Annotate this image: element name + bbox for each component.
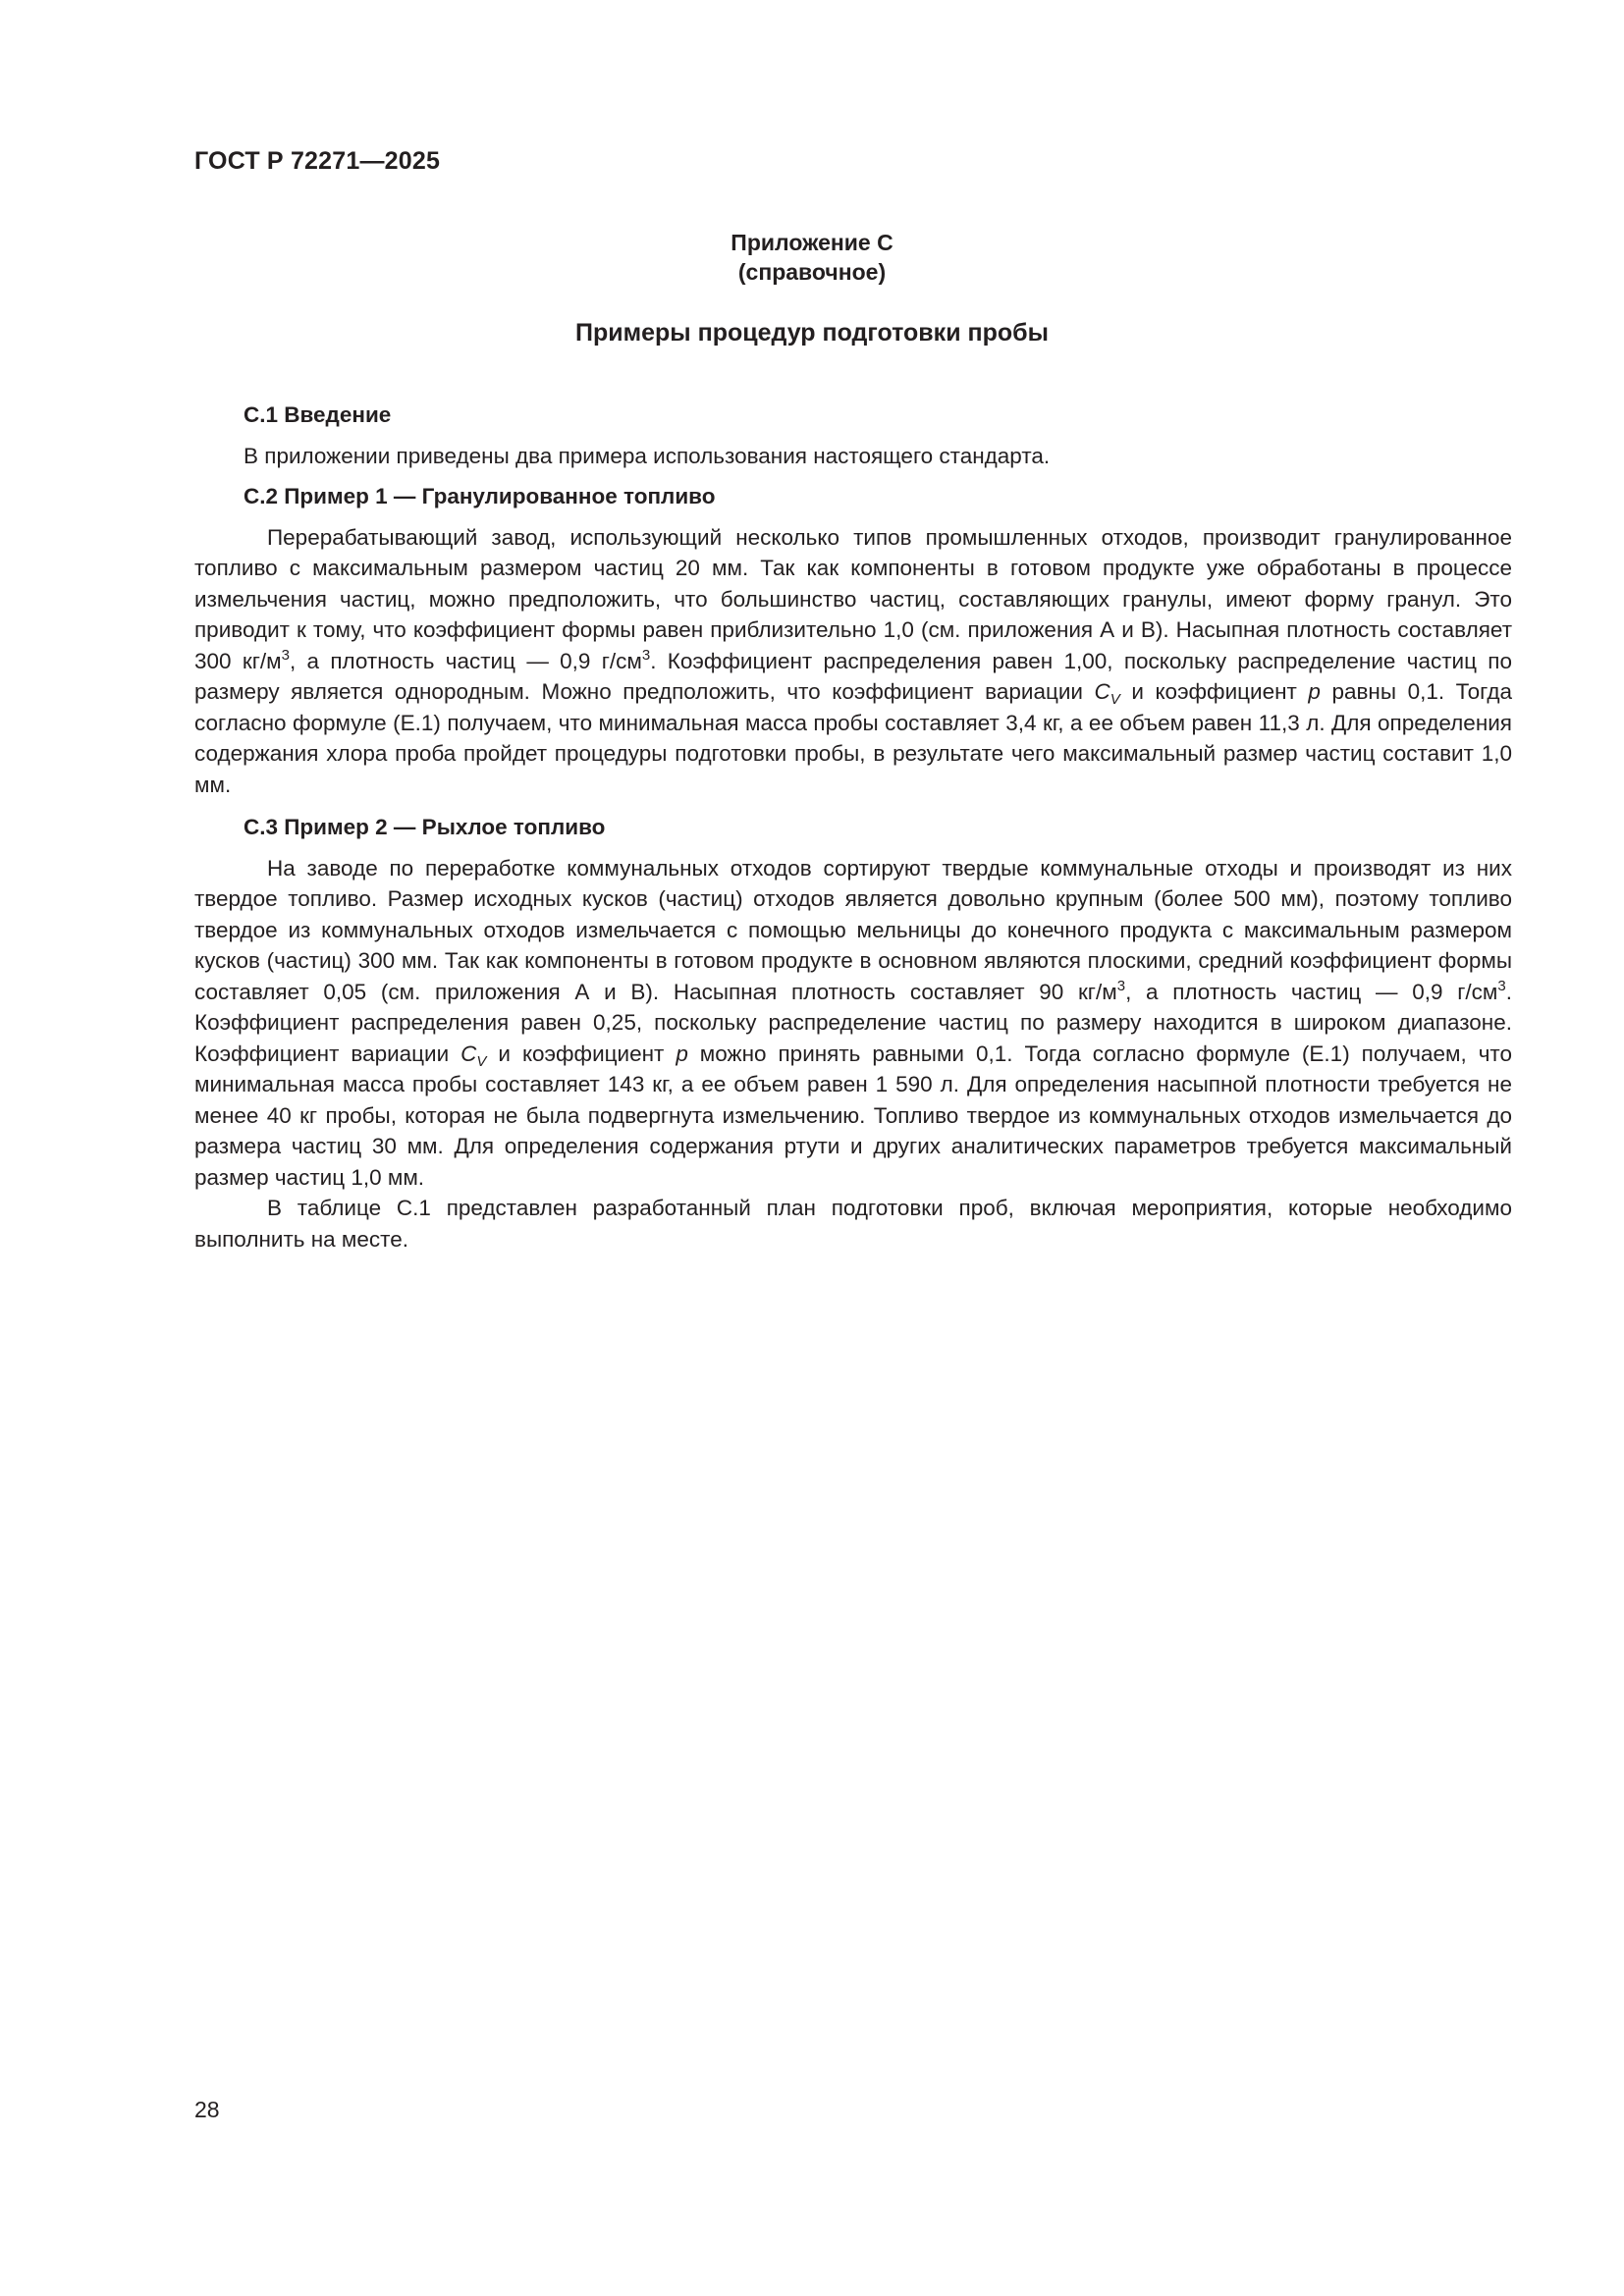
c3-sup-2: 3	[1497, 977, 1506, 994]
section-c1-heading: С.1 Введение	[244, 402, 392, 427]
annex-type: (справочное)	[737, 259, 887, 285]
section-c3-heading: С.3 Пример 2 — Рыхлое топливо	[244, 815, 606, 839]
c3-text-1: На заводе по переработке коммунальных отходов сортируют твердые коммунальные отходы и производят из них твердое топливо. Размер исходных кусков (частиц) отходов является довольно крупным (более 500 мм), поэтому топливо твердое из коммунальных отходов измельчается с помощью мельницы до конечного продукта с максимальным размером кусков (частиц) 300 мм. Так как компоненты в готовом продукте в основном являются плоскими, средний коэффициент формы составляет 0,05 (см. приложения А и В). Насыпная плотность составляет 90 кг/м	[194, 855, 1512, 1004]
c2-cv-subscript: V	[1110, 691, 1120, 708]
c2-text-4: и коэффициент	[1119, 679, 1309, 704]
document-body	[194, 400, 1512, 1255]
section-c1-text: В приложении приведены два примера использования настоящего стандарта.	[244, 443, 1051, 468]
annex-name: Примеры процедур подготовки пробы	[575, 319, 1049, 347]
c2-sup-1: 3	[281, 646, 290, 664]
annex-title: Приложение С	[731, 230, 893, 255]
c3-cv-symbol: C	[460, 1041, 477, 1066]
c2-p-symbol: p	[1308, 679, 1321, 704]
section-c3-paragraph	[194, 853, 1512, 1194]
c2-text-3: . Коэффициент распределения равен 1,00, поскольку распределение частиц по размеру является однородным. Можно предположить, что коэффициент вариации	[194, 648, 1512, 704]
section-c2-paragraph	[194, 522, 1512, 801]
document-code: ГОСТ Р 72271—2025	[194, 147, 441, 175]
c3-sup-1: 3	[1116, 977, 1126, 994]
c2-text-2: , а плотность частиц — 0,9 г/см	[289, 648, 642, 673]
page-number: 28	[194, 2097, 220, 2122]
section-c2-heading: С.2 Пример 1 — Гранулированное топливо	[244, 484, 716, 508]
c3-text-3: . Коэффициент распределения равен 0,25, поскольку распределение частиц по размеру находится в широком диапазоне. Коэффициент вариации	[194, 979, 1512, 1066]
section-c3-table-reference: В таблице С.1 представлен разработанный план подготовки проб, включая мероприятия, которые необходимо выполнить на месте.	[194, 1196, 1512, 1252]
c3-text-2: , а плотность частиц — 0,9 г/см	[1125, 979, 1498, 1004]
c2-cv-symbol: C	[1094, 679, 1110, 704]
c3-p-symbol: p	[676, 1041, 688, 1066]
c2-text-5: равны 0,1. Тогда согласно формуле (Е.1) получаем, что минимальная масса пробы составляет 3,4 кг, а ее объем равен 11,3 л. Для определения содержания хлора проба пройдет процедуры подготовки пробы, в результате чего максимальный размер частиц составит 1,0 мм.	[194, 679, 1512, 797]
c2-text-1: Перерабатывающий завод, использующий несколько типов промышленных отходов, производит гранулированное топливо с максимальным размером частиц 20 мм. Так как компоненты в готовом продукте уже обработаны в процессе измельчения частиц, можно предположить, что большинство частиц, составляющих гранулы, имеют форму гранул. Это приводит к тому, что коэффициент формы равен приблизительно 1,0 (см. приложения А и В). Насыпная плотность составляет 300 кг/м	[194, 524, 1512, 673]
c3-cv-subscript: V	[476, 1052, 487, 1070]
c3-text-5: можно принять равными 0,1. Тогда согласно формуле (Е.1) получаем, что минимальная масса пробы составляет 143 кг, а ее объем равен 1 590 л. Для определения насыпной плотности требуется не менее 40 кг пробы, которая не была подвергнута измельчению. Топливо твердое из коммунальных отходов измельчается до размера частиц 30 мм. Для определения содержания ртути и других аналитических параметров требуется максимальный размер частиц 1,0 мм.	[194, 1041, 1512, 1190]
c3-text-4: и коэффициент	[486, 1041, 677, 1066]
c2-sup-2: 3	[641, 646, 651, 664]
